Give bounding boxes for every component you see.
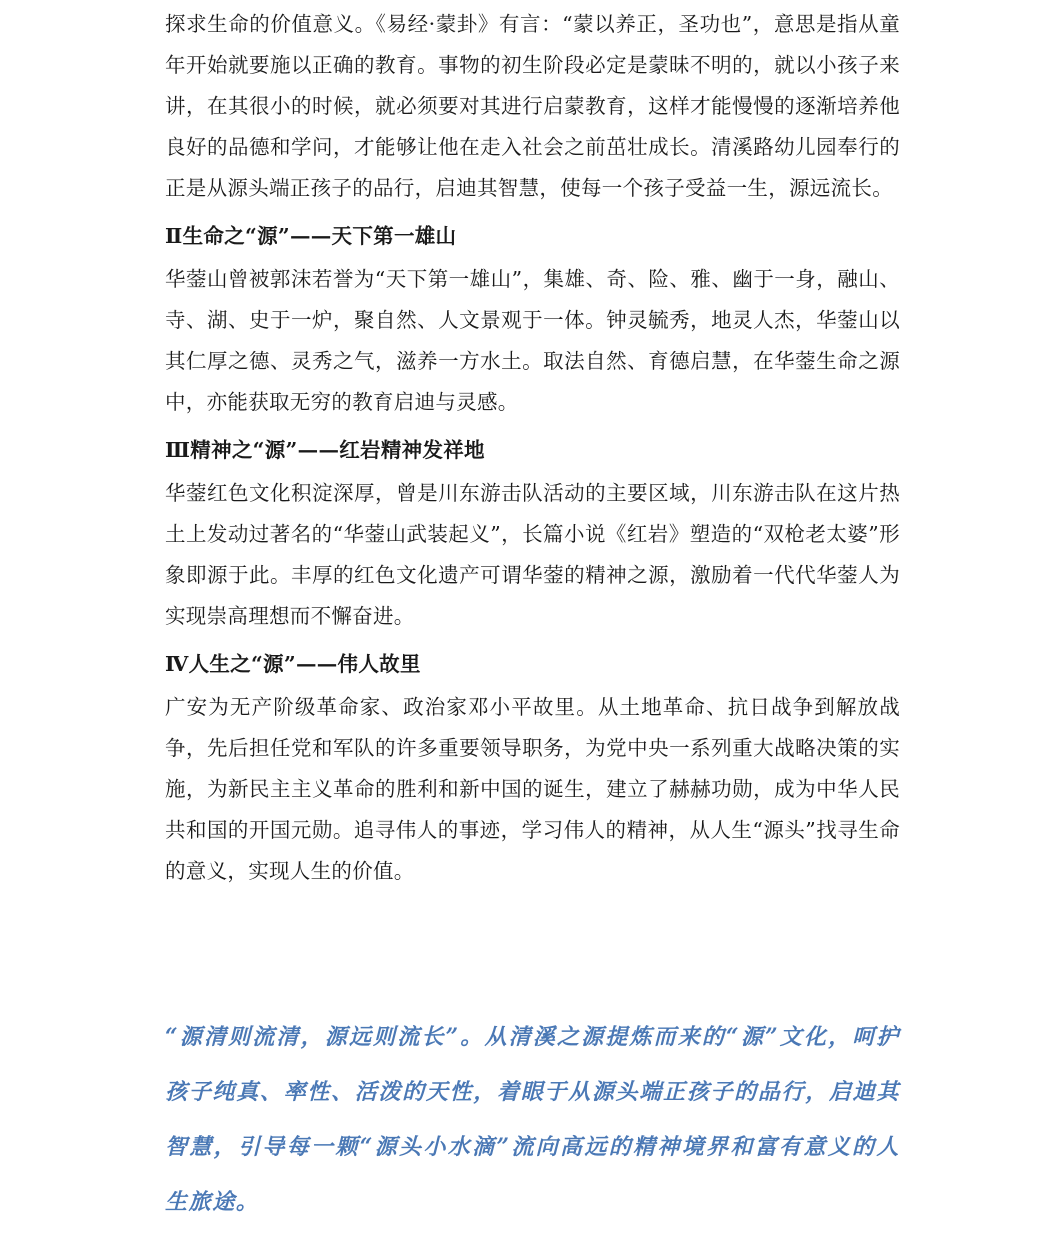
section-paragraph: 华蓥红色文化积淀深厚，曾是川东游击队活动的主要区域，川东游击队在这片热土上发动过著名的“华蓥山武装起义”，长篇小说《红岩》塑造的“双枪老太婆”形象即源于此。丰厚的红色文化遗产可谓华蓥的精神之源，激励着一代代华蓥人为实现崇高理想而不懈奋进。 xyxy=(165,481,900,628)
section-life-source xyxy=(165,219,900,423)
section-spirit-source xyxy=(165,433,900,637)
section-human-source xyxy=(165,647,900,892)
section-paragraph: 华蓥山曾被郭沫若誉为“天下第一雄山”，集雄、奇、险、雅、幽于一身，融山、寺、湖、史于一炉，聚自然、人文景观于一体。钟灵毓秀，地灵人杰，华蓥山以其仁厚之德、灵秀之气，滋养一方水土。取法自然、育德启慧，在华蓥生命之源中，亦能获取无穷的教育启迪与灵感。 xyxy=(165,267,900,414)
closing-statement: “源清则流清，源远则流长”。从清溪之源提炼而来的“源”文化，呵护孩子纯真、率性、活泼的天性，着眼于从源头端正孩子的品行，启迪其智慧，引导每一颗“源头小水滴”流向高远的精神境界和富有意义的人生旅途。 xyxy=(165,1024,900,1215)
section-heading: Ⅱ生命之“源”——天下第一雄山 xyxy=(165,224,457,248)
section-heading: Ⅳ人生之“源”——伟人故里 xyxy=(165,652,421,676)
section-heading: Ⅲ精神之“源”——红岩精神发祥地 xyxy=(165,438,485,462)
document-page xyxy=(165,0,900,892)
section-paragraph: 广安为无产阶级革命家、政治家邓小平故里。从土地革命、抗日战争到解放战争，先后担任党和军队的许多重要领导职务，为党中央一系列重大战略决策的实施，为新民主主义革命的胜利和新中国的诞生，建立了赫赫功勋，成为中华人民共和国的开国元勋。追寻伟人的事迹，学习伟人的精神，从人生“源头”找寻生命的意义，实现人生的价值。 xyxy=(165,695,900,883)
intro-paragraph: 探求生命的价值意义。《易经·蒙卦》有言：“蒙以养正，圣功也”，意思是指从童年开始就要施以正确的教育。事物的初生阶段必定是蒙昧不明的，就以小孩子来讲，在其很小的时候，就必须要对其进行启蒙教育，这样才能慢慢的逐渐培养他良好的品德和学问，才能够让他在走入社会之前茁壮成长。清溪路幼儿园奉行的正是从源头端正孩子的品行，启迪其智慧，使每一个孩子受益一生，源远流长。 xyxy=(165,12,900,200)
